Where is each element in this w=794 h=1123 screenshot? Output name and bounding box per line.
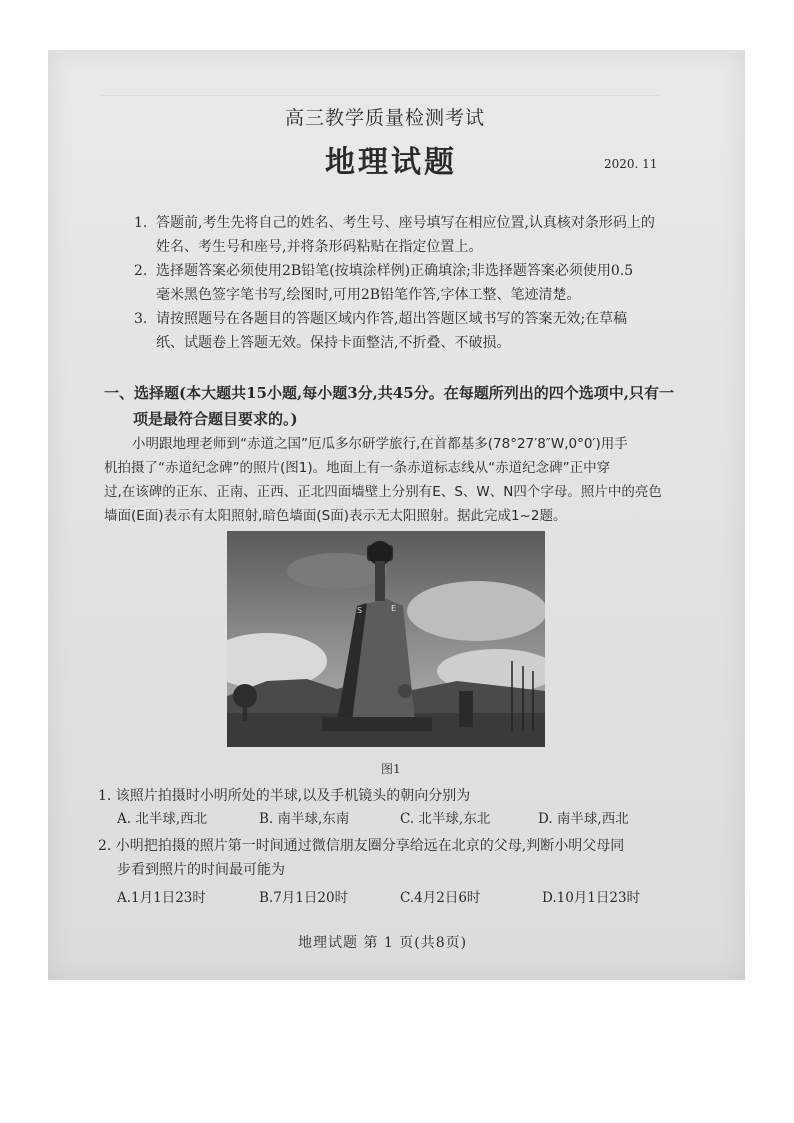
- option-a: A. 北半球,西北: [117, 811, 208, 827]
- option-d: D. 南半球,西北: [538, 811, 629, 827]
- option-a: A.1月1日23时: [117, 890, 206, 906]
- question-1-stem: 1. 该照片拍摄时小明所处的半球,以及手机镜头的朝向分别为: [98, 788, 471, 804]
- passage-line: 过,在该碑的正东、正南、正西、正北四面墙壁上分别有E、S、W、N四个字母。照片中的亮色: [104, 484, 662, 500]
- page-footer: 地理试题 第 1 页(共8页): [298, 935, 468, 951]
- subject-title: 地理试题: [325, 145, 457, 180]
- option-b: B.7月1日20时: [259, 890, 349, 906]
- monument-emblem: [398, 684, 412, 698]
- face-label-e: E: [391, 604, 397, 613]
- exam-date: 2020. 11: [604, 157, 658, 171]
- monument-top: [375, 561, 385, 601]
- instruction-text: 请按照题号在各题目的答题区域内作答,超出答题区域书写的答案无效;在草稿: [156, 311, 628, 327]
- passage-line: 机拍摄了“赤道纪念碑”的照片(图1)。地面上有一条赤道标志线从“赤道纪念碑”正中穿: [104, 460, 611, 476]
- instruction-text: 答题前,考生先将自己的姓名、考生号、座号填写在相应位置,认真核对条形码上的: [156, 215, 655, 231]
- instruction-text: 纸、试题卷上答题无效。保持卡面整洁,不折叠、不破损。: [156, 335, 511, 351]
- cloud: [407, 581, 545, 641]
- instruction-number: 3.: [134, 311, 148, 327]
- tree-trunk: [243, 696, 247, 721]
- figure-caption: 图1: [381, 762, 401, 776]
- option-c: C. 北半球,东北: [400, 811, 491, 827]
- option-d: D.10月1日23时: [542, 890, 641, 906]
- question-2-stem-line1: 2. 小明把拍摄的照片第一时间通过微信朋友圈分享给远在北京的父母,判断小明父母同: [98, 838, 625, 854]
- instruction-text: 姓名、考生号和座号,并将条形码粘贴在指定位置上。: [156, 239, 483, 255]
- instruction-number: 2.: [134, 263, 148, 279]
- option-b: B. 南半球,东南: [259, 811, 350, 827]
- passage-line: 墙面(E面)表示有太阳照射,暗色墙面(S面)表示无太阳照射。据此完成1~2题。: [104, 508, 567, 524]
- photo-illustration: [227, 531, 545, 747]
- equator-monument-photo: [227, 531, 545, 747]
- passage-line: 小明跟地理老师到“赤道之国”厄瓜多尔研学旅行,在首都基多(78°27′8″W,0°0′)用手: [132, 436, 628, 452]
- question-2-stem-line2: 步看到照片的时间最可能为: [117, 862, 285, 878]
- instruction-1: [134, 211, 655, 259]
- section-heading-line1: 一、选择题(本大题共15小题,每小题3分,共45分。在每题所列出的四个选项中,只有一: [104, 384, 674, 402]
- instruction-number: 1.: [134, 215, 148, 231]
- question-2-stem: [98, 834, 624, 882]
- side-structure: [459, 691, 473, 727]
- face-label-s: S: [357, 606, 363, 615]
- question-passage: [104, 432, 662, 528]
- instruction-text: 选择题答案必须使用2B铅笔(按填涂样例)正确填涂;非选择题答案必须使用0.5: [156, 263, 634, 279]
- section-heading-line2: 项是最符合题目要求的。): [133, 410, 298, 428]
- monument-plinth: [322, 717, 432, 731]
- section-heading: [104, 380, 674, 432]
- instruction-2: [134, 259, 633, 307]
- instruction-text: 毫米黑色签字笔书写,绘图时,可用2B铅笔作答,字体工整、笔迹清楚。: [156, 287, 581, 303]
- instruction-3: [134, 307, 627, 355]
- exam-title: 高三教学质量检测考试: [285, 107, 486, 129]
- option-c: C.4月2日6时: [400, 890, 481, 906]
